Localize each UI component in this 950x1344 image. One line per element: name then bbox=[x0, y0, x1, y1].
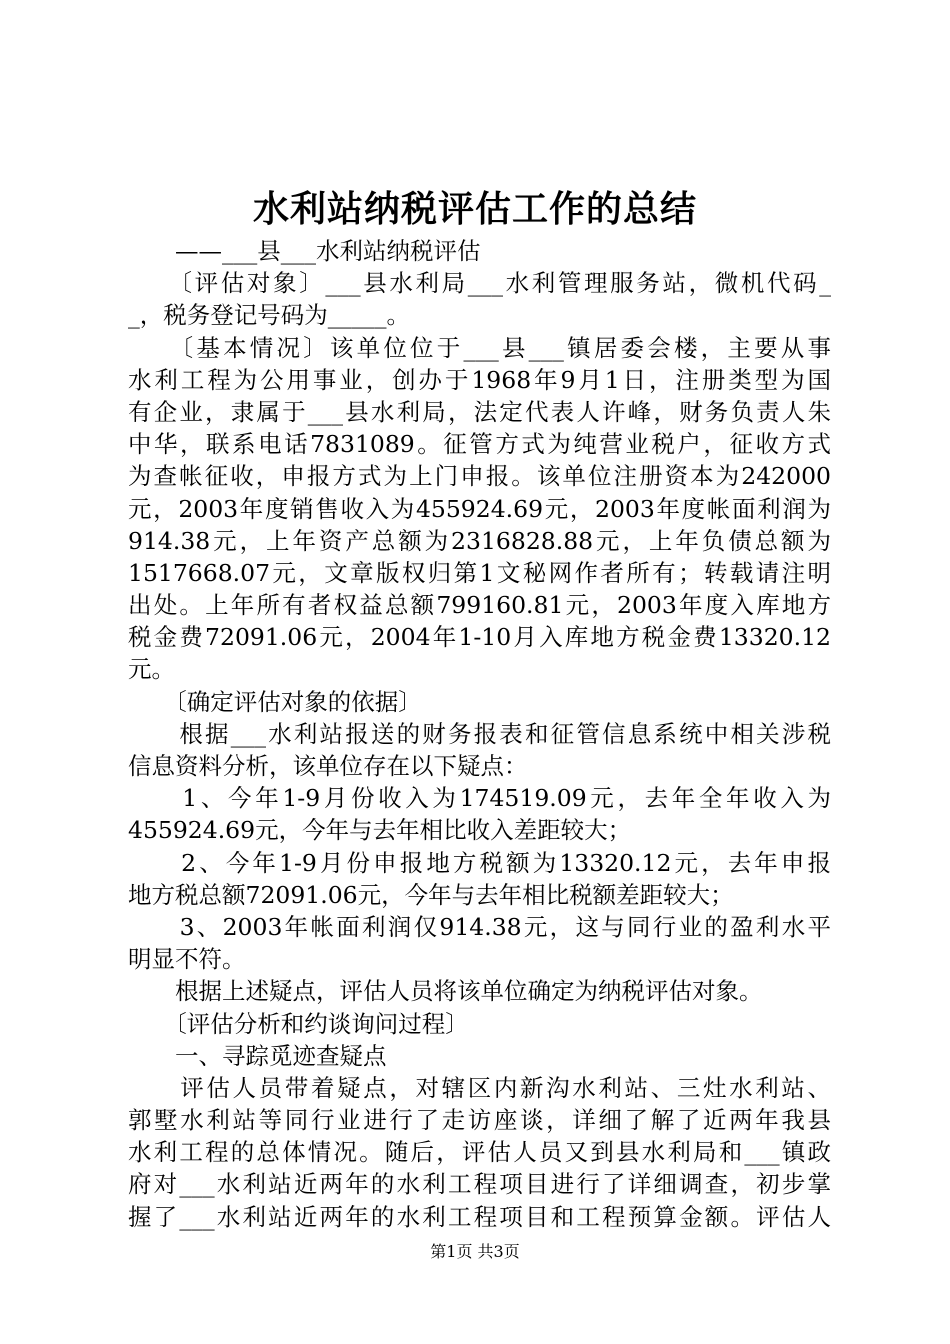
body-line: 一、寻踪觅迹查疑点 bbox=[128, 1041, 387, 1070]
body-line: ——___县___水利站纳税评估 bbox=[128, 237, 481, 265]
body-line: 中华，联系电话7831089。征管方式为纯营业税户，征收方式 bbox=[128, 430, 831, 459]
body-line: 地方税总额72091.06元，今年与去年相比税额差距较大； bbox=[128, 880, 734, 909]
body-line: 水利工程的总体情况。随后，评估人员又到县水利局和___镇政 bbox=[128, 1138, 831, 1167]
body-line: 3、2003年帐面利润仅914.38元，这与同行业的盈利水平 bbox=[128, 912, 831, 941]
body-line: 〔基本情况〕该单位位于___县___镇居委会楼，主要从事 bbox=[128, 333, 831, 362]
body-line: 〔评估对象〕___县水利局___水利管理服务站，微机代码_ bbox=[128, 269, 831, 298]
body-line: 为查帐征收，申报方式为上门申报。该单位注册资本为242000 bbox=[128, 462, 831, 491]
body-line: 元，2003年度销售收入为455924.69元，2003年度帐面利润为 bbox=[128, 494, 831, 523]
body-line: 〔确定评估对象的依据〕 bbox=[128, 687, 422, 716]
body-line: 455924.69元，今年与去年相比收入差距较大； bbox=[128, 816, 632, 845]
body-line: 水利工程为公用事业，创办于1968年9月1日，注册类型为国 bbox=[128, 365, 831, 394]
body-line: 914.38元，上年资产总额为2316828.88元，上年负债总额为 bbox=[128, 526, 831, 555]
body-line: 信息资料分析，该单位存在以下疑点： bbox=[128, 752, 528, 780]
body-line: 郭墅水利站等同行业进行了走访座谈，详细了解了近两年我县 bbox=[128, 1106, 831, 1135]
body-line: 根据___水利站报送的财务报表和征管信息系统中相关涉税 bbox=[128, 719, 831, 748]
page-footer: 第1页 共3页 bbox=[430, 1242, 520, 1261]
body-line: 明显不符。 bbox=[128, 945, 246, 974]
body-line: 出处。上年所有者权益总额799160.81元，2003年度入库地方 bbox=[128, 591, 831, 620]
body-line: 〔评估分析和约谈询问过程〕 bbox=[128, 1009, 469, 1038]
body-line: _，税务登记号码为_____。 bbox=[128, 301, 410, 330]
body-line: 有企业，隶属于___县水利局，法定代表人许峰，财务负责人朱 bbox=[128, 397, 831, 426]
body-line: 税金费72091.06元，2004年1-10月入库地方税金费13320.12 bbox=[128, 623, 831, 652]
body-line: 1、今年1-9月份收入为174519.09元，去年全年收入为 bbox=[128, 784, 831, 813]
body-line: 元。 bbox=[128, 655, 175, 684]
document-title: 水利站纳税评估工作的总结 bbox=[252, 188, 697, 230]
document-body bbox=[128, 235, 831, 1233]
body-line: 根据上述疑点，评估人员将该单位确定为纳税评估对象。 bbox=[128, 977, 763, 1006]
body-line: 1517668.07元，文章版权归第1文秘网作者所有；转载请注明 bbox=[128, 558, 831, 587]
body-line: 握了___水利站近两年的水利工程项目和工程预算金额。评估人 bbox=[128, 1202, 831, 1231]
body-line: 2、今年1-9月份申报地方税额为13320.12元，去年申报 bbox=[128, 848, 831, 877]
body-line: 府对___水利站近两年的水利工程项目进行了详细调查，初步掌 bbox=[128, 1170, 831, 1199]
body-line: 评估人员带着疑点，对辖区内新沟水利站、三灶水利站、 bbox=[128, 1073, 831, 1102]
